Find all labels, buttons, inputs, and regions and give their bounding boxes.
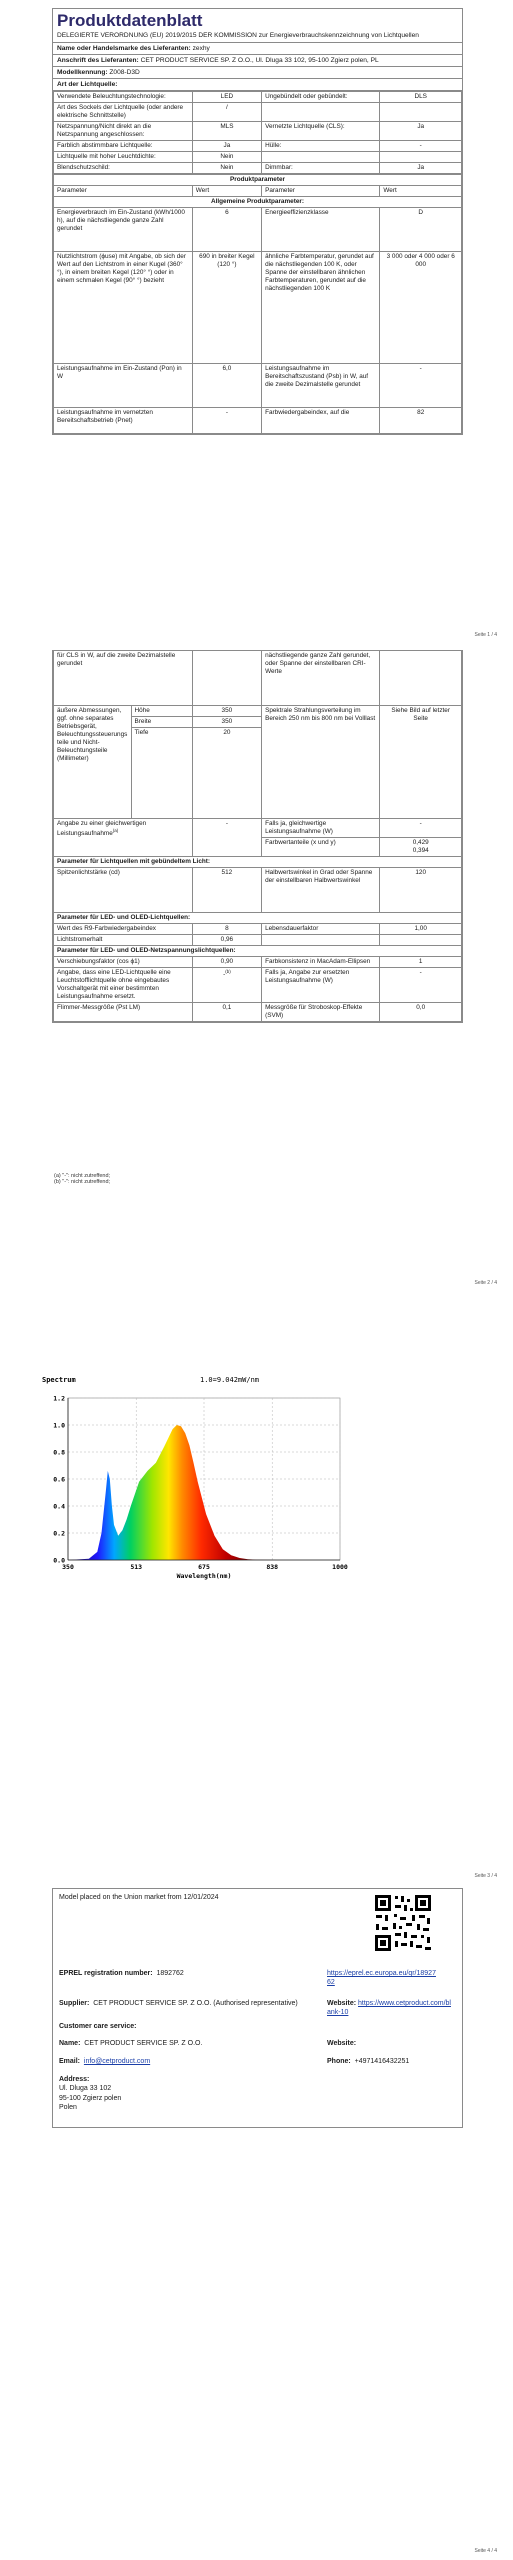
parameter-row: [54, 252, 462, 364]
replaced-power-value: -: [380, 968, 462, 1003]
care-phone-label: Phone:: [327, 2058, 351, 2065]
continued-parameter-table: [53, 650, 462, 1022]
care-phone-row: [327, 2057, 409, 2066]
website-label: Website:: [327, 2000, 357, 2007]
column-header: Wert: [380, 186, 462, 197]
care-phone-value: +4971416432251: [354, 2058, 410, 2065]
column-header: Parameter: [262, 186, 380, 197]
cri-value-continued: [380, 651, 462, 706]
cri-label-continued: nächstliegende ganze Zahl gerundet, oder Spanne der einstellbaren CRI-Werte: [262, 651, 380, 706]
dimension-name: Breite: [131, 717, 192, 728]
r9-label: Wert des R9-Farbwiedergabeindex: [54, 924, 193, 935]
type-value: Nein: [192, 163, 261, 174]
survival-factor-value: 1,00: [380, 924, 462, 935]
lumen-maintenance-value: 0,96: [192, 935, 261, 946]
page-footer: Seite 1 / 4: [474, 632, 497, 638]
type-value: Ja: [380, 163, 462, 174]
colour-consistency-label: Farbkonsistenz in MacAdam-Ellipsen: [262, 957, 380, 968]
peak-intensity-value: 512: [192, 868, 261, 913]
customer-care-heading: Customer care service:: [59, 2023, 137, 2030]
parameter-label: Energieeffizienzklasse: [262, 208, 380, 252]
type-label: Netzspannung/Nicht direkt an die Netzspannung angeschlossen:: [54, 122, 193, 141]
dimension-name: Tiefe: [131, 728, 192, 819]
market-date-text: Model placed on the Union market from 12/01/2024: [59, 1894, 219, 1901]
regulation-subtitle: DELEGIERTE VERORDNUNG (EU) 2019/2015 DER KOMMISSION zur Energieverbrauchskennzeichnung von Lichtquellen: [53, 31, 462, 43]
type-value: -: [380, 141, 462, 152]
parameter-value: D: [380, 208, 462, 252]
dimension-value: 20: [192, 728, 261, 819]
parameter-label: Leistungsaufnahme im vernetzten Bereitschaftsbetrieb (Pnet): [54, 408, 193, 434]
registration-row: [59, 1969, 184, 1978]
spectrum-area: [68, 1425, 340, 1560]
chromaticity-label: Farbwertanteile (x und y): [262, 838, 380, 857]
fluorescent-replacement-value: [192, 968, 261, 1003]
x-axis-label: Wavelength(nm): [176, 1572, 232, 1580]
x-tick-label: 513: [130, 1563, 143, 1571]
colour-consistency-value: 1: [380, 957, 462, 968]
registration-label: EPREL registration number:: [59, 1970, 153, 1977]
spectral-distribution-value: Siehe Bild auf letzter Seite: [380, 706, 462, 819]
x-tick-label: 675: [198, 1563, 210, 1571]
column-header: Wert: [192, 186, 261, 197]
model-row: [53, 67, 462, 79]
dimension-value: 350: [192, 717, 261, 728]
spectrum-chart: [40, 1370, 370, 1592]
type-row: [54, 141, 462, 152]
empty-cell: [380, 935, 462, 946]
chromaticity-y: 0,394: [412, 847, 429, 854]
supplier-name-value: zexhy: [192, 45, 210, 52]
footnotes: [54, 1173, 110, 1185]
care-email-label: Email:: [59, 2058, 81, 2065]
website-link[interactable]: https://www.cetproduct.com/blank-10: [327, 2000, 451, 2017]
general-parameters-heading: Allgemeine Produktparameter:: [54, 197, 462, 208]
type-label: Ungebündelt oder gebündelt:: [262, 92, 380, 103]
chart-annotation: 1.0=9.042mW/nm: [200, 1376, 260, 1384]
parameter-label: Nutzlichtstrom (ϕuse) mit Angabe, ob sich der Wert auf den Lichtstrom in einer Kugel (360° °), in einem breiten Kegel (120° °) oder in einem schmalen Kegel (90° °) bezieht: [54, 252, 193, 364]
type-value: [380, 152, 462, 163]
type-row: [54, 163, 462, 174]
type-label: Dimmbar:: [262, 163, 380, 174]
y-tick-label: 0.0: [53, 1556, 65, 1565]
supplier-row: [59, 1999, 314, 2008]
type-row: [54, 122, 462, 141]
footnote-marker: (b): [225, 969, 231, 974]
type-row: [54, 103, 462, 122]
equivalent-power-watt-value: -: [380, 819, 462, 838]
datasheet-page-1: [52, 8, 463, 435]
eprel-information-box: [52, 1888, 463, 2128]
x-tick-label: 1000: [332, 1563, 348, 1571]
type-value: DLS: [380, 92, 462, 103]
type-label: Verwendete Beleuchtungstechnologie:: [54, 92, 193, 103]
stroboscopic-label: Messgröße für Stroboskop-Effekte (SVM): [262, 1003, 380, 1022]
parameter-value: 690 in breiter Kegel (120 °): [192, 252, 261, 364]
page-footer: Seite 3 / 4: [474, 1873, 497, 1879]
chart-title: Spectrum: [42, 1376, 76, 1384]
value-text: -: [223, 971, 226, 979]
type-label: Lichtquelle mit hoher Leuchtdichte:: [54, 152, 193, 163]
model-value: Z008-D3D: [109, 69, 140, 76]
type-value: LED: [192, 92, 261, 103]
page-footer: Seite 4 / 4: [474, 2548, 497, 2554]
type-label: Vernetzte Lichtquelle (CLS):: [262, 122, 380, 141]
care-address-label: Address:: [59, 2076, 90, 2083]
cls-standby-label: für CLS in W, auf die zweite Dezimalstelle gerundet: [54, 651, 193, 706]
supplier-address-row: [53, 55, 462, 67]
displacement-factor-value: 0,90: [192, 957, 261, 968]
supplier-address-label: Anschrift des Lieferanten:: [57, 57, 139, 64]
led-heading: Parameter für LED- und OLED-Lichtquellen:: [54, 913, 462, 924]
type-label: Farblich abstimmbare Lichtquelle:: [54, 141, 193, 152]
page-title: Produktdatenblatt: [57, 11, 203, 30]
parameter-value: 6: [192, 208, 261, 252]
spectral-distribution-label: Spektrale Strahlungsverteilung im Bereich 250 nm bis 800 nm bei Volllast: [262, 706, 380, 819]
type-value: Nein: [192, 152, 261, 163]
x-tick-label: 838: [266, 1563, 279, 1571]
type-label: [262, 152, 380, 163]
stroboscopic-value: 0,0: [380, 1003, 462, 1022]
type-value: /: [192, 103, 261, 122]
light-source-type-heading: Art der Lichtquelle:: [53, 79, 462, 91]
parameter-value: -: [380, 364, 462, 408]
type-row: [54, 92, 462, 103]
supplier-value: CET PRODUCT SERVICE SP. Z O.O. (Authorised representative): [93, 2000, 298, 2007]
beam-angle-label: Halbwertswinkel in Grad oder Spanne der einstellbaren Halbwertswinkel: [262, 868, 380, 913]
parameter-label: Leistungsaufnahme im Ein-Zustand (Pon) in W: [54, 364, 193, 408]
supplier-name-row: [53, 43, 462, 55]
type-value: [380, 103, 462, 122]
flicker-label: Flimmer-Messgröße (Pst LM): [54, 1003, 193, 1022]
beam-angle-value: 120: [380, 868, 462, 913]
light-source-type-table: [53, 91, 462, 174]
registration-link-wrap: [327, 1969, 437, 1988]
column-header: Parameter: [54, 186, 193, 197]
type-value: MLS: [192, 122, 261, 141]
lumen-maintenance-label: Lichtstromerhalt: [54, 935, 193, 946]
peak-intensity-label: Spitzenlichtstärke (cd): [54, 868, 193, 913]
product-parameter-heading: Produktparameter: [54, 175, 462, 186]
dimension-name: Höhe: [131, 706, 192, 717]
supplier-address-value: CET PRODUCT SERVICE SP. Z O.O., Ul. Dluga 33 102, 95-100 Zgierz polen, PL: [140, 57, 379, 64]
supplier-name-label: Name oder Handelsmarke des Lieferanten:: [57, 45, 191, 52]
empty-cell: [262, 935, 380, 946]
parameter-value: -: [192, 408, 261, 434]
care-address-line: Polen: [59, 2104, 77, 2112]
care-name-label: Name:: [59, 2040, 81, 2047]
survival-factor-label: Lebensdauerfaktor: [262, 924, 380, 935]
chromaticity-value: [380, 838, 462, 857]
equivalent-power-watt-label: Falls ja, gleichwertige Leistungsaufnahme (W): [262, 819, 380, 838]
parameter-label: Farbwiedergabeindex, auf die: [262, 408, 380, 434]
dimension-value: 350: [192, 706, 261, 717]
y-tick-label: 0.8: [53, 1448, 65, 1457]
page-footer: Seite 2 / 4: [474, 1280, 497, 1286]
care-email-link[interactable]: info@cetproduct.com: [83, 2058, 151, 2065]
care-address-line: Ul. Dluga 33 102: [59, 2085, 112, 2093]
care-name-value: CET PRODUCT SERVICE SP. Z O.O.: [84, 2040, 203, 2047]
r9-value: 8: [192, 924, 261, 935]
parameter-row: [54, 408, 462, 434]
eprel-link[interactable]: https://eprel.ec.europa.eu/qr/1892762: [327, 1970, 436, 1987]
y-tick-label: 1.2: [53, 1394, 65, 1403]
directional-heading: Parameter für Lichtquellen mit gebündeltem Licht:: [54, 857, 462, 868]
datasheet-page-2: [52, 650, 463, 1023]
type-label: Hülle:: [262, 141, 380, 152]
footnote-marker: (a): [112, 828, 119, 833]
dimensions-label: äußere Abmessungen, ggf. ohne separates Betriebsgerät, Beleuchtungssteuerungsteile und Nicht-Beleuchtungsteile (Millimeter): [54, 706, 132, 819]
registration-value: 1892762: [156, 1970, 184, 1977]
parameter-label: Energieverbrauch im Ein-Zustand (kWh/1000 h), auf die nächstliegende ganze Zahl gerundet: [54, 208, 193, 252]
replaced-power-label: Falls ja, Angabe zur ersetzten Leistungsaufnahme (W): [262, 968, 380, 1003]
care-email-row: [59, 2057, 150, 2066]
type-label: Blendschutzschild:: [54, 163, 193, 174]
care-name-row: [59, 2039, 202, 2048]
y-tick-label: 1.0: [53, 1421, 65, 1430]
equivalent-power-text: Angabe zu einer gleichwertigen Leistungsaufnahme: [57, 820, 147, 838]
y-tick-label: 0.4: [53, 1502, 65, 1511]
type-value: Ja: [192, 141, 261, 152]
type-label: Art des Sockels der Lichtquelle (oder andere elektrische Schnittstelle): [54, 103, 193, 122]
parameter-value: 82: [380, 408, 462, 434]
website-row: [327, 1999, 453, 2018]
equivalent-power-label: [54, 819, 193, 857]
y-tick-label: 0.2: [53, 1529, 65, 1538]
mains-led-heading: Parameter für LED- und OLED-Netzspannungslichtquellen:: [54, 946, 462, 957]
footnote-a: (a) "-": nicht zutreffend;: [54, 1173, 111, 1179]
parameter-value: 6,0: [192, 364, 261, 408]
parameter-row: [54, 208, 462, 252]
chromaticity-x: 0,429: [412, 839, 429, 846]
model-label: Modellkennung:: [57, 69, 108, 76]
qr-code-icon[interactable]: [373, 1893, 433, 1953]
type-value: Ja: [380, 122, 462, 141]
equivalent-power-value: -: [192, 819, 261, 857]
parameter-value: 3 000 oder 4 000 oder 6 000: [380, 252, 462, 364]
cls-standby-value: [192, 651, 261, 706]
supplier-label: Supplier:: [59, 2000, 90, 2007]
parameter-row: [54, 364, 462, 408]
y-tick-label: 0.6: [53, 1475, 65, 1484]
x-tick-label: 350: [62, 1563, 74, 1571]
care-address-line: 95-100 Zgierz polen: [59, 2094, 122, 2102]
displacement-factor-label: Verschiebungsfaktor (cos ϕ1): [54, 957, 193, 968]
type-label: [262, 103, 380, 122]
product-parameter-table: [53, 174, 462, 434]
flicker-value: 0,1: [192, 1003, 261, 1022]
fluorescent-replacement-label: Angabe, dass eine LED-Lichtquelle eine Leuchtstofflichtquelle ohne eingebautes Vorschaltgerät mit einer bestimmten Leistungsaufnahme ersetzt.: [54, 968, 193, 1003]
parameter-label: Leistungsaufnahme im Bereitschaftszustand (Psb) in W, auf die zweite Dezimalstelle gerundet: [262, 364, 380, 408]
footnote-b: (b) "-": nicht zutreffend;: [54, 1179, 111, 1185]
care-website-label: Website:: [327, 2040, 357, 2047]
parameter-label: ähnliche Farbtemperatur, gerundet auf die nächstliegenden 100 K, oder Spanne der einstellbaren ähnlichen Farbtemperaturen, gerundet auf die nächstliegenden 100 K: [262, 252, 380, 364]
care-address: [59, 2075, 121, 2113]
type-row: [54, 152, 462, 163]
